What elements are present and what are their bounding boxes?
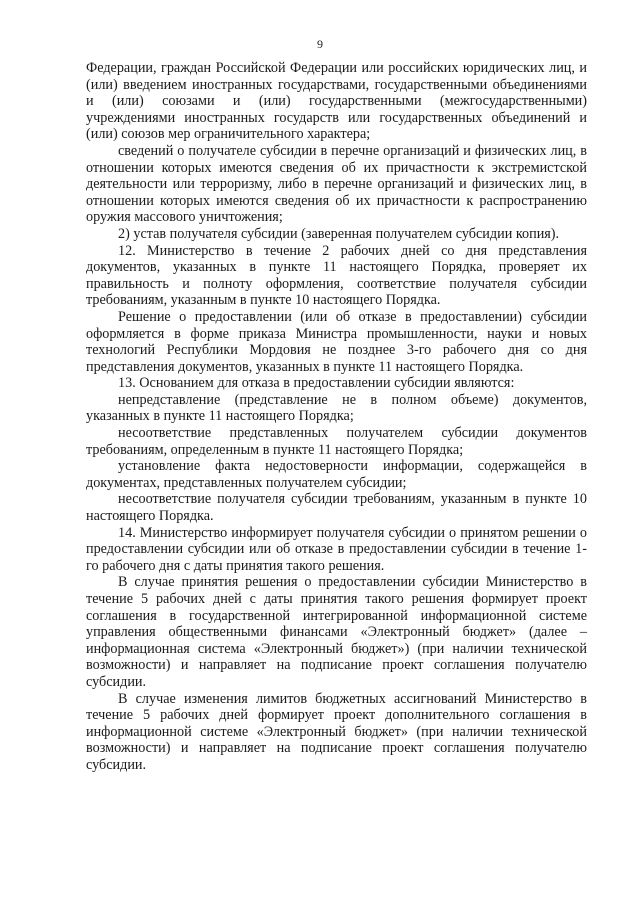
paragraph: В случае принятия решения о предоставлении субсидии Министерство в течение 5 рабочих дней с даты принятия такого решения формирует проект соглашения в государственной интегрированной информационной системе управления общественными финансами «Электронный бюджет» (далее – информационная система «Электронный бюджет») (при наличии технической возможности) и направляет на подписание проект соглашения получателю субсидии. — [86, 574, 587, 690]
paragraph: Федерации, граждан Российской Федерации или российских юридических лиц, и (или) введением иностранных государствами, государственными объединениями и (или) союзами и (или) государственными (межгосударственными) учреждениями иностранных государств или государственных объединений и (или) союзов мер ограничительного характера; — [86, 60, 587, 143]
paragraph: несоответствие получателя субсидии требованиям, указанным в пункте 10 настоящего Порядка. — [86, 491, 587, 525]
paragraph: 13. Основанием для отказа в предоставлении субсидии являются: — [118, 375, 515, 392]
paragraph: Решение о предоставлении (или об отказе в предоставлении) субсидии оформляется в форме приказа Министра промышленности, науки и новых технологий Республики Мордовия не позднее 3-го рабочего дня со дня представления документов, указанных в пункте 11 настоящего Порядка. — [86, 308, 587, 375]
paragraph: 12. Министерство в течение 2 рабочих дней со дня представления документов, указанных в пункте 11 настоящего Порядка, проверяет их правильность и полноту оформления, соответствие получателя субсидии требованиям, указанным в пункте 10 настоящего Порядка. — [86, 242, 587, 309]
paragraph: сведений о получателе субсидии в перечне организаций и физических лиц, в отношении которых имеются сведения об их причастности к экстремистской деятельности или терроризму, либо в перечне организаций и физических лиц, в отношении которых имеются сведения об их причастности к распространению оружия массового уничтожения; — [86, 142, 587, 226]
document-body — [86, 60, 587, 774]
paragraph: В случае изменения лимитов бюджетных ассигнований Министерство в течение 5 рабочих дней формирует проект дополнительного соглашения в информационной системе «Электронный бюджет» (при наличии технической возможности) и направляет на подписание проект соглашения получателю субсидии. — [86, 690, 587, 773]
paragraph: установление факта недостоверности информации, содержащейся в документах, представленных получателем субсидии; — [86, 458, 587, 491]
page-number: 9 — [317, 37, 323, 51]
paragraph: 14. Министерство информирует получателя субсидии о принятом решении о предоставлении субсидии или об отказе в предоставлении субсидии в течение 1-го рабочего дня с даты принятия такого решения. — [86, 524, 587, 574]
paragraph: несоответствие представленных получателем субсидии документов требованиям, определенным в пункте 11 настоящего Порядка; — [86, 425, 587, 458]
paragraph: 2) устав получателя субсидии (заверенная получателем субсидии копия). — [118, 225, 560, 242]
paragraph: непредставление (представление не в полном объеме) документов, указанных в пункте 11 настоящего Порядка; — [86, 391, 587, 425]
